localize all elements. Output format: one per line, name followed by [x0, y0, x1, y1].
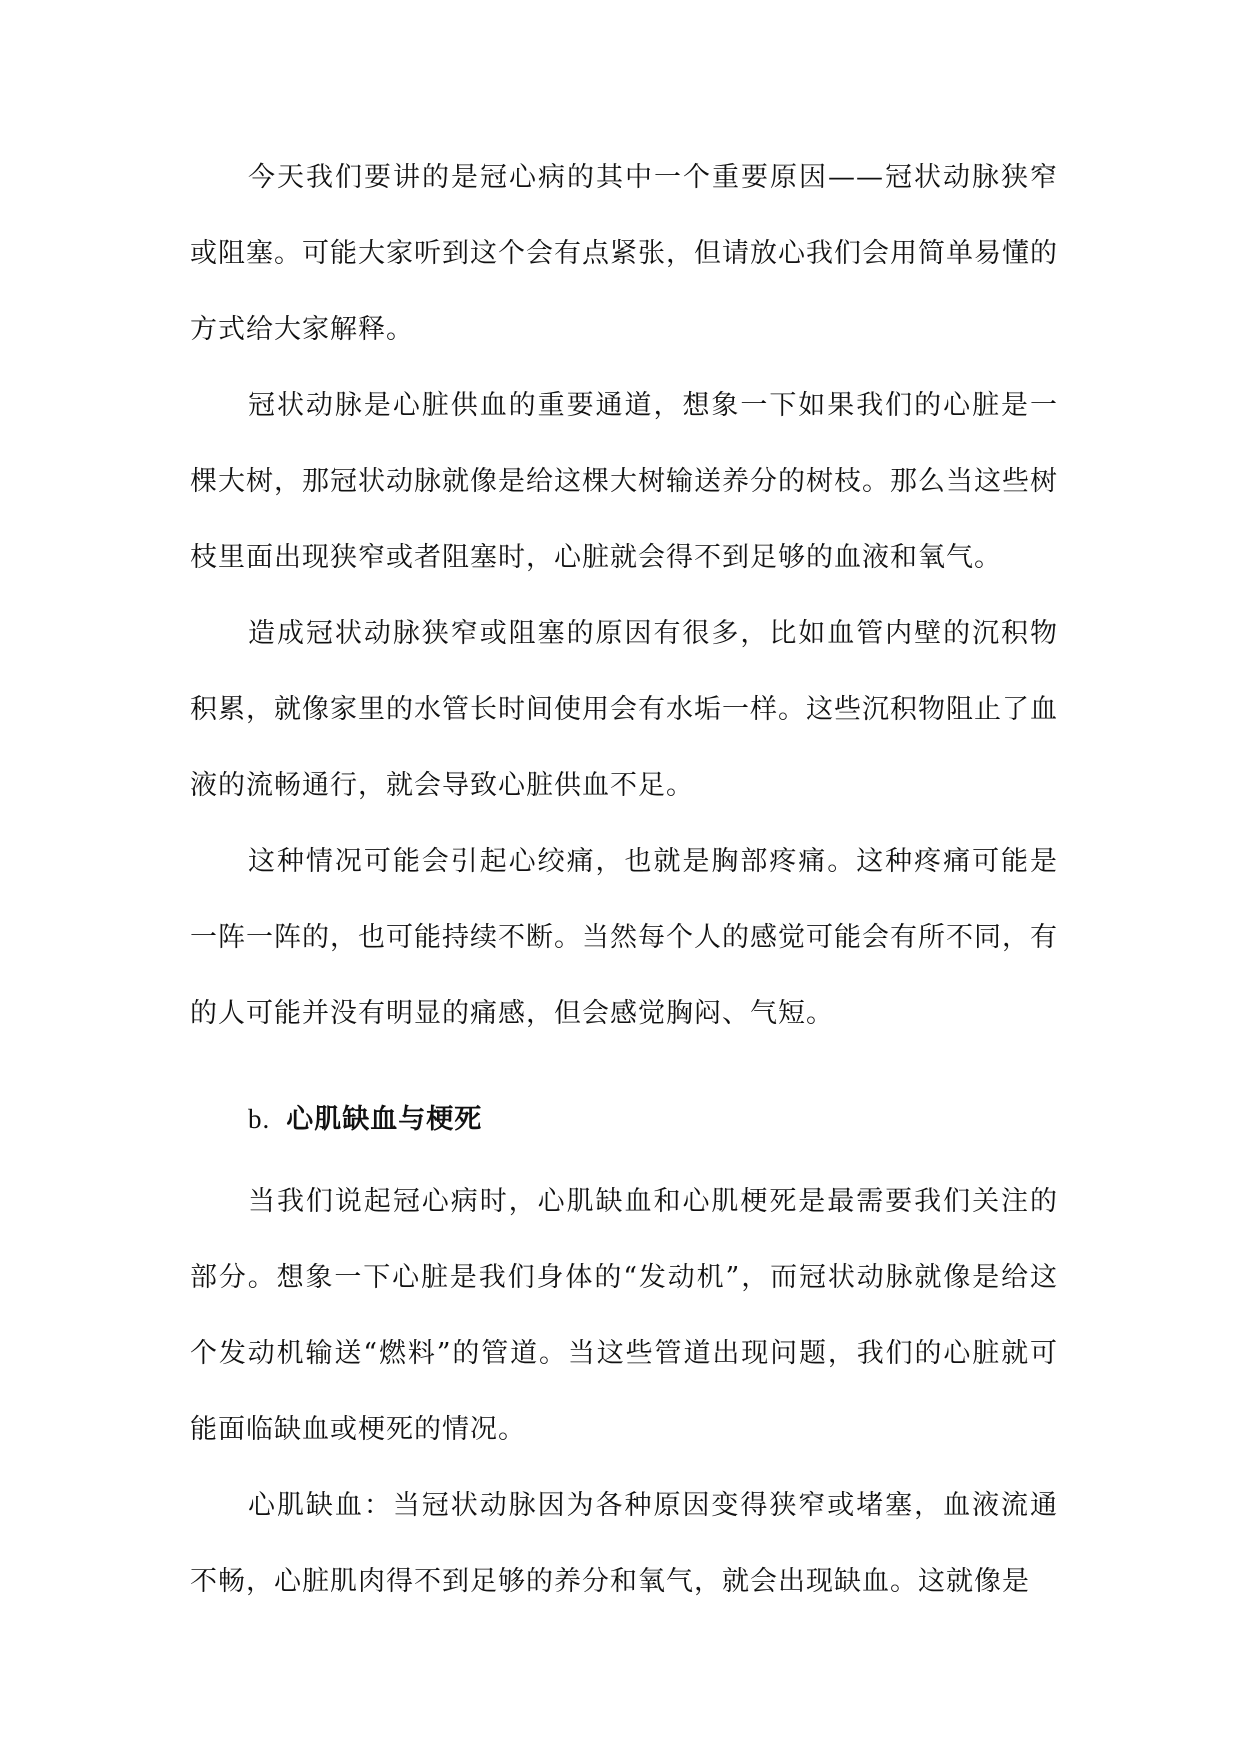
paragraph-ischemia: 心肌缺血：当冠状动脉因为各种原因变得狭窄或堵塞，血液流通不畅，心脏肌肉得不到足够的养分和氧气，就会出现缺血。这就像是: [190, 1490, 1058, 1597]
paragraph-engine-analogy: 当我们说起冠心病时，心肌缺血和心肌梗死是最需要我们关注的部分。想象一下心脏是我们身体的“发动机”，而冠状动脉就像是给这个发动机输送“燃料”的管道。当这些管道出现问题，我们的心脏就可能面临缺血或梗死的情况。: [190, 1186, 1058, 1445]
paragraph-tree-analogy: 冠状动脉是心脏供血的重要通道，想象一下如果我们的心脏是一棵大树，那冠状动脉就像是给这棵大树输送养分的树枝。那么当这些树枝里面出现狭窄或者阻塞时，心脏就会得不到足够的血液和氧气。: [190, 390, 1058, 573]
page-body: [190, 140, 1058, 1620]
paragraph-coronary-cause: 今天我们要讲的是冠心病的其中一个重要原因——冠状动脉狭窄或阻塞。可能大家听到这个会有点紧张，但请放心我们会用简单易懂的方式给大家解释。: [190, 162, 1058, 345]
paragraph-deposits: 造成冠状动脉狭窄或阻塞的原因有很多，比如血管内壁的沉积物积累，就像家里的水管长时间使用会有水垢一样。这些沉积物阻止了血液的流畅通行，就会导致心脏供血不足。: [190, 618, 1058, 801]
section-title: 心肌缺血与梗死: [286, 1104, 483, 1135]
section-marker: b.: [248, 1104, 271, 1134]
paragraph-angina: 这种情况可能会引起心绞痛，也就是胸部疼痛。这种疼痛可能是一阵一阵的，也可能持续不断。当然每个人的感觉可能会有所不同，有的人可能并没有明显的痛感，但会感觉胸闷、气短。: [190, 846, 1058, 1029]
section-heading-b: [190, 1081, 1058, 1158]
